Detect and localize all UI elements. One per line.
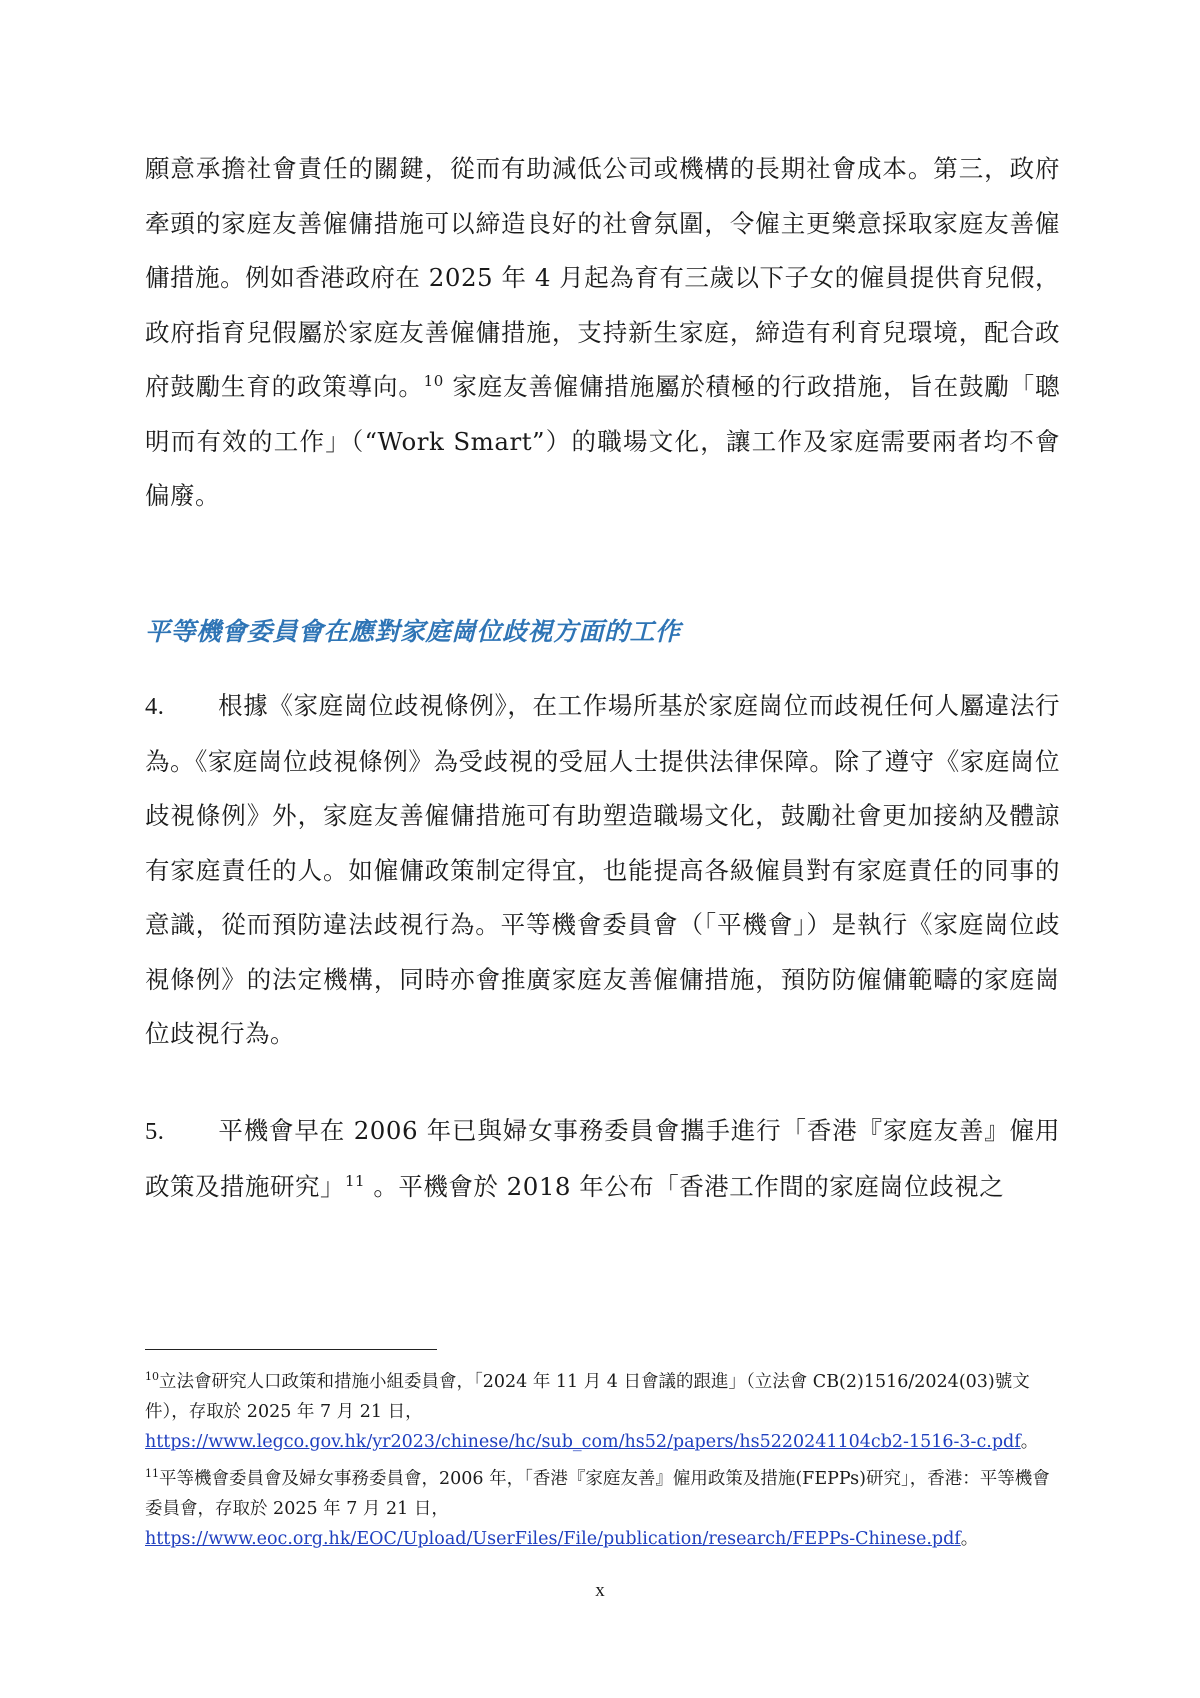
footnote-separator — [145, 1349, 437, 1350]
footnote-ref-10[interactable]: 10 — [423, 371, 444, 390]
footnote-10-mark: 10 — [145, 1370, 159, 1384]
footnote-10-link[interactable]: https://www.legco.gov.hk/yr2023/chinese/hc/sub_com/hs52/papers/hs5220241104cb2-1516-3-c.pdf — [145, 1432, 1021, 1452]
paragraph-5 — [145, 1104, 1060, 1214]
section-heading: 平等機會委員會在應對家庭崗位歧視方面的工作 — [145, 617, 681, 646]
footnote-11-text: 平等機會委員會及婦女事務委員會，2006 年，「香港『家庭友善』僱用政策及措施(FEPPs)研究」，香港：平等機會委員會，存取於 2025 年 7 月 21 日， — [145, 1469, 1050, 1519]
page-number: x — [595, 1580, 605, 1601]
footnote-11-end: 。 — [960, 1529, 979, 1549]
footnote-10-end: 。 — [1020, 1432, 1039, 1452]
intro-text-b: 家庭友善僱傭措施屬於積極的行政措施，旨在鼓勵「聰明而有效的工作」（“Work Smart”）的職場文化，讓工作及家庭需要兩者均不會偏廢。 — [145, 372, 1060, 510]
paragraph-4-text: 根據《家庭崗位歧視條例》，在工作場所基於家庭崗位而歧視任何人屬違法行為。《家庭崗位歧視條例》為受歧視的受屈人士提供法律保障。除了遵守《家庭崗位歧視條例》外，家庭友善僱傭措施可有助塑造職場文化，鼓勵社會更加接納及體諒有家庭責任的人。如僱傭政策制定得宜，也能提高各級僱員對有家庭責任的同事的意識，從而預防違法歧視行為。平等機會委員會（「平機會」）是執行《家庭崗位歧視條例》的法定機構，同時亦會推廣家庭友善僱傭措施，預防防僱傭範疇的家庭崗位歧視行為。 — [145, 691, 1060, 1048]
footnote-11-link[interactable]: https://www.eoc.org.hk/EOC/Upload/UserFiles/File/publication/research/FEPPs-Chinese.pdf — [145, 1529, 961, 1549]
paragraph-5-text-a: 平機會早在 2006 年已與婦女事務委員會攜手進行「香港『家庭友善』僱用政策及措施研究」 — [145, 1116, 1060, 1201]
footnote-10-text: 立法會研究人口政策和措施小組委員會，「2024 年 11 月 4 日會議的跟進」（立法會 CB(2)1516/2024(03)號文件），存取於 2025 年 7 月 21 日， — [145, 1372, 1030, 1422]
paragraph-5-text-b: 。平機會於 2018 年公布「香港工作間的家庭崗位歧視之 — [365, 1171, 1005, 1201]
paragraph-4-number: 4. — [145, 693, 165, 720]
footnote-11 — [145, 1464, 1060, 1554]
intro-paragraph — [145, 142, 1060, 524]
footnote-ref-11[interactable]: 11 — [345, 1171, 366, 1190]
footnote-10 — [145, 1367, 1060, 1457]
paragraph-5-number: 5. — [145, 1118, 165, 1145]
intro-text-a: 願意承擔社會責任的關鍵，從而有助減低公司或機構的長期社會成本。第三，政府牽頭的家庭友善僱傭措施可以締造良好的社會氛圍，令僱主更樂意採取家庭友善僱傭措施。例如香港政府在 2025 年 4 月起為育有三歲以下子女的僱員提供育兒假，政府指育兒假屬於家庭友善僱傭措施，支持新生家庭，締造有利育兒環境，配合政府鼓勵生育的政策導向。 — [145, 154, 1060, 401]
paragraph-4 — [145, 679, 1060, 1062]
footnote-11-mark: 11 — [145, 1467, 159, 1481]
